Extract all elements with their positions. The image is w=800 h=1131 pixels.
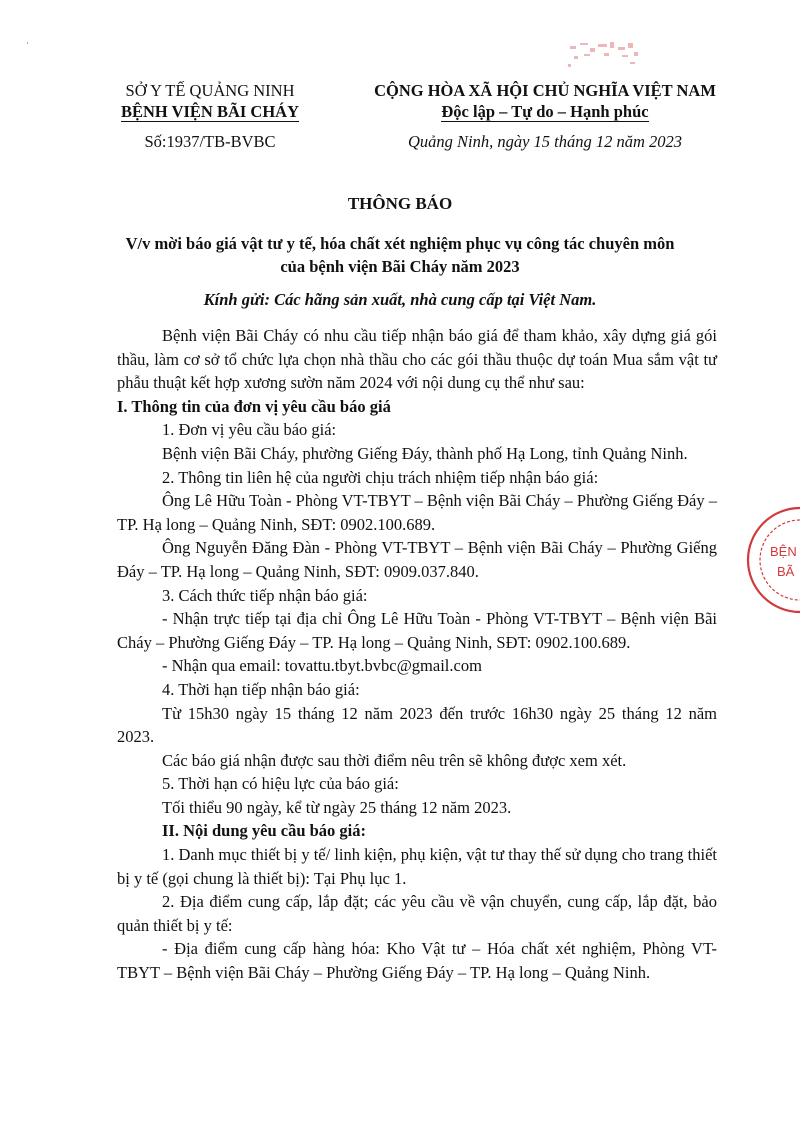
- country-name: CỘNG HÒA XÃ HỘI CHỦ NGHĨA VIỆT NAM: [374, 81, 716, 100]
- contact-1: Ông Lê Hữu Toàn - Phòng VT-TBYT – Bệnh viện Bãi Cháy – Phường Giếng Đáy – TP. Hạ long – Quảng Ninh, SĐT: 0902.100.689.: [117, 491, 717, 534]
- item-1-3: 3. Cách thức tiếp nhận báo giá:: [162, 585, 368, 605]
- item-1-1: 1. Đơn vị yêu cầu báo giá:: [162, 420, 337, 440]
- place-and-date: Quảng Ninh, ngày 15 tháng 12 năm 2023: [407, 132, 683, 151]
- item-1-2: 2. Thông tin liên hệ của người chịu trách nhiệm tiếp nhận báo giá:: [162, 467, 599, 487]
- item-2-1: 1. Danh mục thiết bị y tế/ linh kiện, phụ kiện, vật tư thay thế sử dụng cho trang thiết bị y tế (gọi chung là thiết bị): Tại Phụ lục 1.: [117, 845, 717, 888]
- department-name: SỞ Y TẾ QUẢNG NINH: [125, 81, 295, 100]
- requesting-unit: Bệnh viện Bãi Cháy, phường Giếng Đáy, thành phố Hạ Long, tỉnh Quảng Ninh.: [162, 443, 688, 463]
- subject-line-2: của bệnh viện Bãi Cháy năm 2023: [280, 257, 520, 276]
- greeting: Kính gửi: Các hãng sản xuất, nhà cung cấp tại Việt Nam.: [203, 290, 597, 309]
- svg-text:BỆN: BỆN: [770, 544, 797, 559]
- item-1-4: 4. Thời hạn tiếp nhận báo giá:: [162, 679, 360, 699]
- scan-speck: ·: [26, 38, 29, 48]
- section-2-heading: II. Nội dung yêu cầu báo giá:: [162, 821, 367, 841]
- late-note: Các báo giá nhận được sau thời điểm nêu trên sẽ không được xem xét.: [162, 750, 627, 770]
- validity: Tối thiểu 90 ngày, kể từ ngày 25 tháng 12 năm 2023.: [162, 797, 512, 817]
- official-seal-partial: [735, 500, 800, 620]
- svg-text:BÃ: BÃ: [777, 564, 795, 579]
- contact-2: Ông Nguyễn Đăng Đàn - Phòng VT-TBYT – Bệnh viện Bãi Cháy – Phường Giếng Đáy – TP. Hạ long – Quảng Ninh, SĐT: 0909.037.840.: [117, 538, 717, 581]
- header-right: [350, 80, 740, 152]
- delivery-location: - Địa điểm cung cấp hàng hóa: Kho Vật tư – Hóa chất xét nghiệm, Phòng VT-TBYT – Bệnh viện Bãi Cháy – Phường Giếng Đáy – TP. Hạ long – Quảng Ninh.: [117, 939, 717, 983]
- intro-paragraph: Bệnh viện Bãi Cháy có nhu cầu tiếp nhận báo giá để tham khảo, xây dựng giá gói thầu, làm cơ sở tổ chức lựa chọn nhà thầu cho các gói thầu thuộc dự toán Mua sắm vật tư phẫu thuật kết hợp xương sườn năm 2024 với nội dung cụ thể như sau:: [117, 326, 717, 393]
- deadline: Từ 15h30 ngày 15 tháng 12 năm 2023 đến trước 16h30 ngày 25 tháng 12 năm 2023.: [117, 703, 717, 747]
- document-title: THÔNG BÁO: [347, 194, 453, 213]
- section-1-heading: I. Thông tin của đơn vị yêu cầu báo giá: [117, 396, 391, 416]
- receive-email: - Nhận qua email: tovattu.tbyt.bvbc@gmail.com: [162, 656, 482, 676]
- item-1-5: 5. Thời hạn có hiệu lực của báo giá:: [162, 774, 399, 794]
- hospital-name: BỆNH VIỆN BÃI CHÁY: [120, 102, 300, 121]
- document-body: [117, 324, 717, 985]
- document-subject: [80, 232, 720, 278]
- subject-line-1: V/v mời báo giá vật tư y tế, hóa chất xét nghiệm phục vụ công tác chuyên môn: [125, 234, 675, 253]
- item-2-2: 2. Địa điểm cung cấp, lắp đặt; các yêu cầu về vận chuyển, cung cấp, lắp đặt, bảo quản thiết bị y tế:: [117, 892, 717, 935]
- header-left: [95, 80, 325, 152]
- stamp-mark-top: [560, 38, 650, 78]
- receive-direct: - Nhận trực tiếp tại địa chỉ Ông Lê Hữu Toàn - Phòng VT-TBYT – Bệnh viện Bãi Cháy – Phường Giếng Đáy – TP. Hạ long – Quảng Ninh, SĐT: 0902.100.689.: [117, 609, 717, 652]
- national-motto: Độc lập – Tự do – Hạnh phúc: [441, 102, 649, 121]
- document-number: Số:1937/TB-BVBC: [144, 132, 276, 151]
